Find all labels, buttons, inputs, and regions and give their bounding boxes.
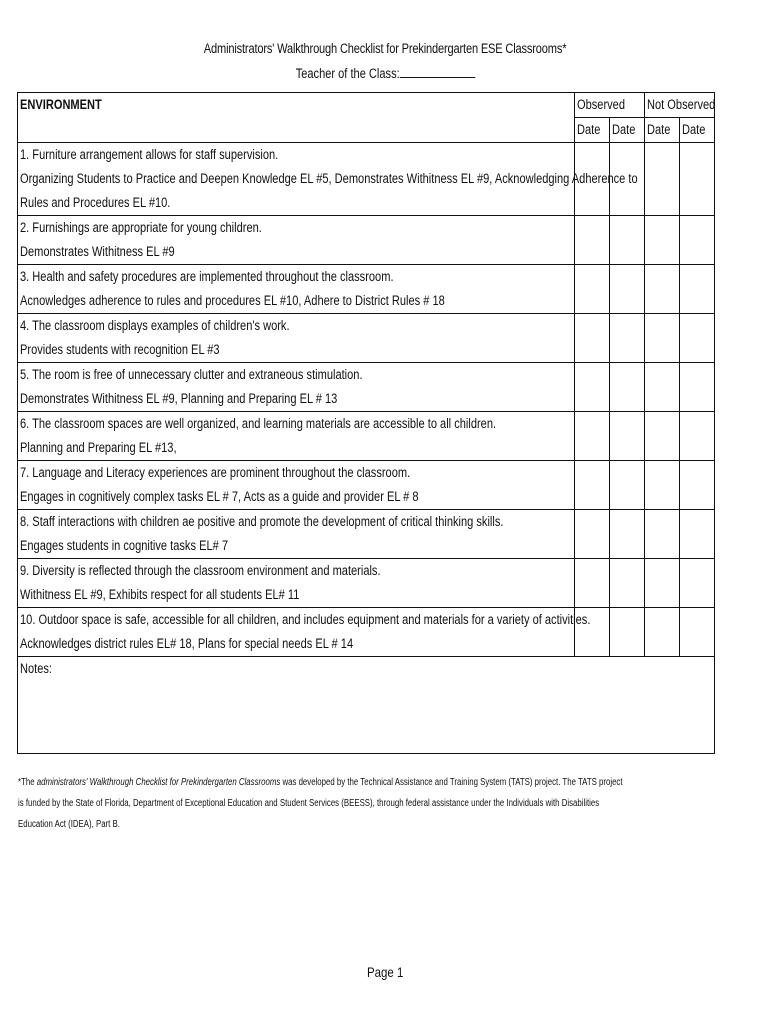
document-title [0,41,770,56]
section-header-cell [18,93,575,118]
observed-date-cell[interactable] [575,461,610,510]
date-header: Date [575,118,610,143]
checklist-row [18,314,715,363]
checklist-item-cell [18,363,575,412]
not-observed-date-cell[interactable] [645,510,680,559]
checklist-item-reference: Demonstrates Withitness EL #9 [20,244,175,259]
observed-date-cell[interactable] [575,314,610,363]
observed-date-cell[interactable] [575,510,610,559]
teacher-line [0,65,770,81]
checklist-row [18,216,715,265]
checklist-item-cell [18,216,575,265]
checklist-item-reference: Withitness EL #9, Exhibits respect for all students EL# 11 [20,587,300,602]
checklist-row [18,363,715,412]
observed-date-cell[interactable] [575,265,610,314]
footnote: *The administrators' Walkthrough Checklist for Prekindergarten Classrooms was developed by the Technical Assistance and Training System (TATS) project. The TATS project is funded by the State of Florida, Department of Exceptional Education and Student Services (BEESS), through federal assistance under the Individuals with Disabilities Education Act (IDEA), Part B. [18,772,758,835]
checklist-row [18,143,715,216]
date-header: Date [645,118,680,143]
checklist-item-cell [18,314,575,363]
checklist-row [18,265,715,314]
not-observed-date-cell[interactable] [680,314,715,363]
observed-date-cell[interactable] [610,216,645,265]
checklist-item-reference: Demonstrates Withitness EL #9, Planning and Preparing EL # 13 [20,391,338,406]
not-observed-date-cell[interactable] [645,412,680,461]
observed-date-cell[interactable] [610,265,645,314]
observed-date-cell[interactable] [610,412,645,461]
checklist-item-cell [18,461,575,510]
checklist-item-text: 8. Staff interactions with children ae positive and promote the development of critical thinking skills. [20,514,504,529]
checklist-item-reference: Provides students with recognition EL #3 [20,342,220,357]
checklist-item-reference: Engages in cognitively complex tasks EL # 7, Acts as a guide and provider EL # 8 [20,489,419,504]
not-observed-date-cell[interactable] [680,608,715,657]
observed-date-cell[interactable] [575,363,610,412]
observed-date-cell[interactable] [610,559,645,608]
observed-date-cell[interactable] [610,314,645,363]
checklist-item-reference: Acnowledges adherence to rules and procedures EL #10, Adhere to District Rules # 18 [20,293,445,308]
not-observed-date-cell[interactable] [645,265,680,314]
not-observed-date-cell[interactable] [645,559,680,608]
checklist-item-cell [18,559,575,608]
not-observed-date-cell[interactable] [680,265,715,314]
observed-date-cell[interactable] [575,216,610,265]
checklist-item-cell [18,143,638,216]
not-observed-date-cell[interactable] [645,363,680,412]
checklist-row [18,510,715,559]
checklist-item-cell [18,510,575,559]
checklist-item-text: 9. Diversity is reflected through the classroom environment and materials. [20,563,381,578]
not-observed-header: Not Observed [645,93,715,118]
observed-date-cell[interactable] [610,510,645,559]
observed-date-cell[interactable] [610,608,645,657]
teacher-name-field[interactable] [399,65,474,78]
not-observed-date-cell[interactable] [680,363,715,412]
checklist-row [18,412,715,461]
checklist-item-reference: Organizing Students to Practice and Deepen Knowledge EL #5, Demonstrates Withitness EL #9, Acknowledging Adherence to [20,171,638,186]
checklist-item-text: 3. Health and safety procedures are implemented throughout the classroom. [20,269,394,284]
checklist-item-reference: Planning and Preparing EL #13, [20,440,177,455]
checklist-item-text: 5. The room is free of unnecessary clutter and extraneous stimulation. [20,367,363,382]
checklist-item-cell [18,412,575,461]
observed-date-cell[interactable] [610,461,645,510]
notes-label: Notes: [20,661,53,676]
not-observed-date-cell[interactable] [645,608,680,657]
not-observed-date-cell[interactable] [680,510,715,559]
footnote-italic-title: administrators' Walkthrough Checklist for Prekindergarten Classrooms [36,777,281,788]
observed-date-cell[interactable] [610,363,645,412]
not-observed-date-cell[interactable] [680,216,715,265]
notes-field[interactable] [18,657,715,754]
document-title-text: Administrators' Walkthrough Checklist for Prekindergarten ESE Classrooms* [203,41,567,56]
checklist-table [17,92,715,754]
not-observed-date-cell[interactable] [645,143,680,216]
not-observed-date-cell[interactable] [680,412,715,461]
footnote-line: Education Act (IDEA), Part B. [18,819,120,830]
checklist-item-cell [18,265,575,314]
not-observed-date-cell[interactable] [645,314,680,363]
checklist-item-reference: Rules and Procedures EL #10. [20,195,171,210]
observed-date-cell[interactable] [575,559,610,608]
checklist-item-text: 7. Language and Literacy experiences are prominent throughout the classroom. [20,465,411,480]
checklist-row [18,461,715,510]
not-observed-date-cell[interactable] [680,559,715,608]
date-header: Date [680,118,715,143]
checklist-item-text: 2. Furnishings are appropriate for young children. [20,220,262,235]
checklist-item-text: 10. Outdoor space is safe, accessible for all children, and includes equipment and materials for a variety of activities. [20,612,591,627]
date-header: Date [610,118,645,143]
checklist-row [18,559,715,608]
notes-row [18,657,715,754]
checklist-item-reference: Acknowledges district rules EL# 18, Plans for special needs EL # 14 [20,636,354,651]
teacher-label: Teacher of the Class: [295,66,400,81]
checklist-item-reference: Engages students in cognitive tasks EL# 7 [20,538,229,553]
checklist-item-text: 4. The classroom displays examples of children's work. [20,318,290,333]
section-header-spacer [18,118,575,143]
checklist-item-cell [18,608,591,657]
footnote-line: is funded by the State of Florida, Department of Exceptional Education and Student Services (BEESS), through federal assistance under the Individuals with Disabilities [18,798,600,809]
not-observed-date-cell[interactable] [645,461,680,510]
not-observed-date-cell[interactable] [645,216,680,265]
observed-date-cell[interactable] [575,412,610,461]
checklist-item-text: 1. Furniture arrangement allows for staff supervision. [20,147,279,162]
page-number: Page 1 [366,964,404,980]
not-observed-date-cell[interactable] [680,143,715,216]
section-label: ENVIRONMENT [20,97,102,112]
checklist-item-text: 6. The classroom spaces are well organized, and learning materials are accessible to all children. [20,416,497,431]
checklist-row [18,608,715,657]
observed-header: Observed [575,93,645,118]
not-observed-date-cell[interactable] [680,461,715,510]
